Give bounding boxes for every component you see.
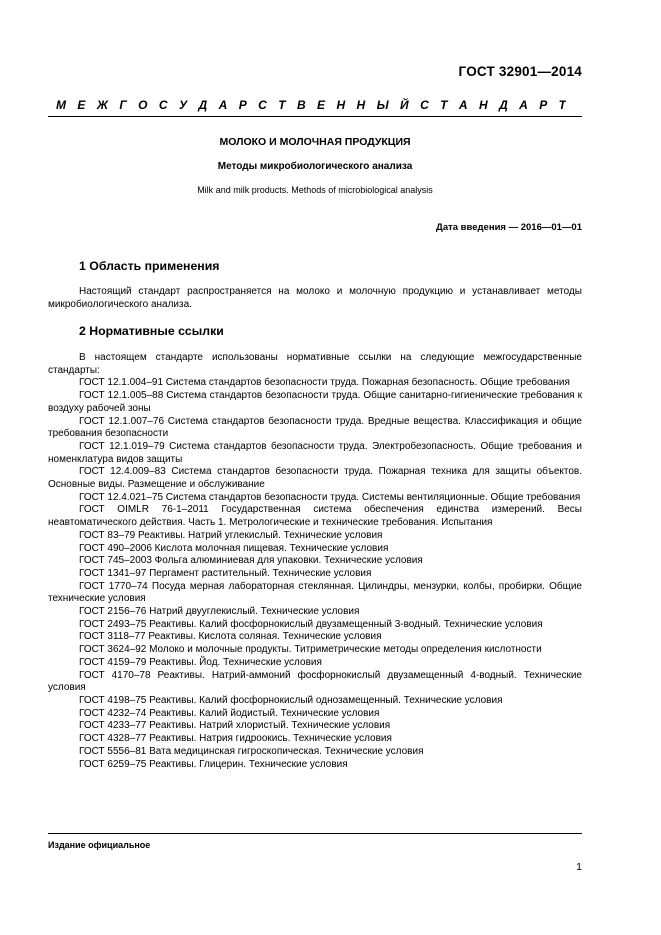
reference-item: ГОСТ 4232–74 Реактивы. Калий йодистый. Технические условия bbox=[79, 707, 380, 719]
reference-item: ГОСТ 12.1.005–88 Система стандартов безопасности труда. Общие санитарно-гигиенические требования к воздуху рабочей зоны bbox=[48, 390, 582, 414]
page-number: 1 bbox=[576, 861, 582, 873]
section-2-heading: 2 Нормативные ссылки bbox=[79, 324, 224, 338]
section-1-paragraph: Настоящий стандарт распространяется на молоко и молочную продукцию и устанавливает методы микробиологического анализа. bbox=[48, 286, 582, 310]
standard-title-english: Milk and milk products. Methods of microbiological analysis bbox=[197, 185, 433, 195]
document-code: ГОСТ 32901—2014 bbox=[458, 64, 582, 79]
reference-item: ГОСТ 12.4.021–75 Система стандартов безопасности труда. Системы вентиляционные. Общие требования bbox=[79, 491, 581, 503]
header-divider bbox=[48, 116, 582, 117]
introduction-date: Дата введения — 2016—01—01 bbox=[436, 222, 582, 233]
standard-title: МОЛОКО И МОЛОЧНАЯ ПРОДУКЦИЯ bbox=[219, 136, 411, 148]
section-2-intro: В настоящем стандарте использованы нормативные ссылки на следующие межгосударственные стандарты: bbox=[48, 352, 582, 376]
reference-item: ГОСТ 2493–75 Реактивы. Калий фосфорнокислый двузамещенный 3-водный. Технические условия bbox=[79, 618, 543, 630]
reference-item: ГОСТ 12.4.009–83 Система стандартов безопасности труда. Пожарная техника для защиты объектов. Основные виды. Размещение и обслуживание bbox=[48, 466, 582, 491]
reference-item: ГОСТ 12.1.007–76 Система стандартов безопасности труда. Вредные вещества. Классификация и общие требования безопасности bbox=[48, 415, 582, 440]
reference-item: ГОСТ 3118–77 Реактивы. Кислота соляная. Технические условия bbox=[79, 631, 382, 643]
section-2-body bbox=[48, 352, 582, 771]
reference-item: ГОСТ 83–79 Реактивы. Натрий углекислый. Технические условия bbox=[79, 529, 383, 541]
section-1-body bbox=[48, 286, 582, 311]
reference-item: ГОСТ 745–2003 Фольга алюминиевая для упаковки. Технические условия bbox=[79, 555, 423, 567]
reference-item: ГОСТ 490–2006 Кислота молочная пищевая. Технические условия bbox=[79, 542, 389, 554]
reference-item: ГОСТ 3624–92 Молоко и молочные продукты. Титриметрические методы определения кислотности bbox=[79, 644, 542, 656]
reference-item: ГОСТ 12.1.019–79 Система стандартов безопасности труда. Электробезопасность. Общие требования и номенклатура видов защиты bbox=[48, 440, 582, 465]
footer-divider bbox=[48, 833, 582, 834]
reference-item: ГОСТ 2156–76 Натрий двууглекислый. Технические условия bbox=[79, 606, 360, 618]
reference-item: ГОСТ 12.1.004–91 Система стандартов безопасности труда. Пожарная безопасность. Общие требования bbox=[79, 377, 570, 389]
reference-item: ГОСТ 4328–77 Реактивы. Натрия гидроокись. Технические условия bbox=[79, 733, 392, 745]
reference-list bbox=[48, 377, 582, 771]
reference-item: ГОСТ 1770–74 Посуда мерная лабораторная стеклянная. Цилиндры, мензурки, колбы, пробирки. Общие технические условия bbox=[48, 580, 582, 605]
reference-item: ГОСТ 4233–77 Реактивы. Натрий хлористый. Технические условия bbox=[79, 720, 391, 732]
reference-item: ГОСТ 6259–75 Реактивы. Глицерин. Технические условия bbox=[79, 758, 348, 770]
reference-item: ГОСТ 5556–81 Вата медицинская гигроскопическая. Технические условия bbox=[79, 745, 424, 757]
section-1-heading: 1 Область применения bbox=[79, 259, 220, 273]
reference-item: ГОСТ OIMLR 76-1–2011 Государственная система обеспечения единства измерений. Весы неавтоматического действия. Часть 1. Метрологические и технические требования. Испытания bbox=[48, 504, 582, 529]
reference-item: ГОСТ 1341–97 Пергамент растительный. Технические условия bbox=[79, 567, 372, 579]
standard-subtitle: Методы микробиологического анализа bbox=[217, 161, 413, 172]
reference-item: ГОСТ 4159–79 Реактивы. Йод. Технические условия bbox=[79, 656, 322, 668]
official-edition-label: Издание официальное bbox=[48, 840, 151, 850]
interstate-standard-label: М Е Ж Г О С У Д А Р С Т В Е Н Н Ы Й С Т А Н Д А Р Т bbox=[56, 98, 566, 112]
reference-item: ГОСТ 4170–78 Реактивы. Натрий-аммоний фосфорнокислый двузамещенный 4-водный. Технические условия bbox=[48, 669, 582, 694]
reference-item: ГОСТ 4198–75 Реактивы. Калий фосфорнокислый однозамещенный. Технические условия bbox=[79, 694, 503, 706]
